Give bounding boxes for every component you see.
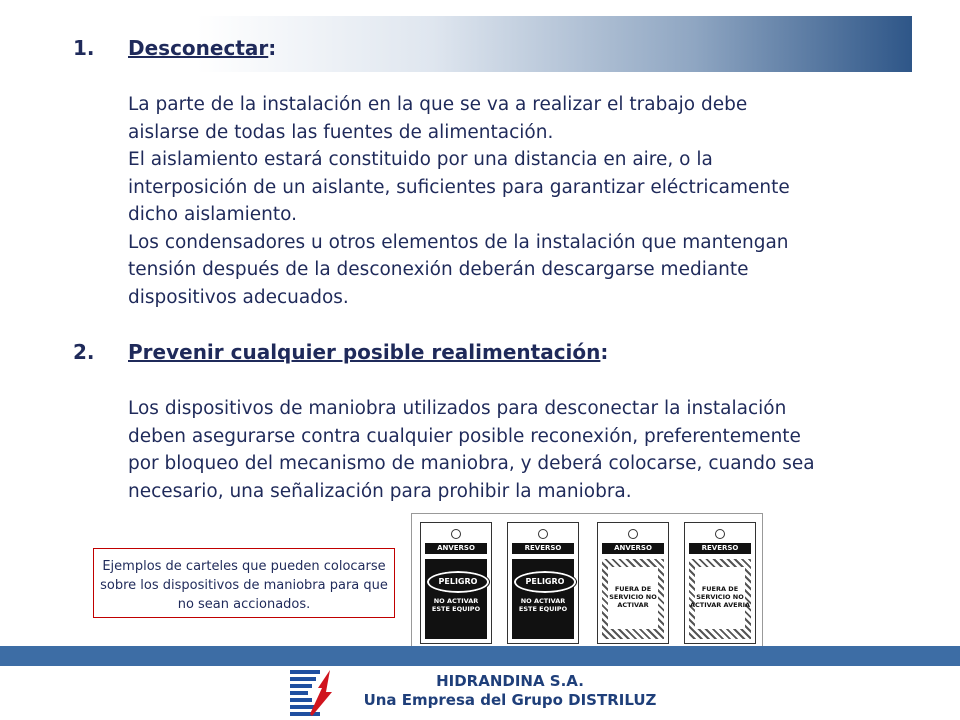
tag-hole-icon <box>451 529 461 539</box>
body-line: El aislamiento estará constituido por una distancia en aire, o la <box>128 149 713 170</box>
body-line: deben asegurarse contra cualquier posible reconexión, preferentemente <box>128 425 801 447</box>
section-1-number: 1. <box>73 36 95 60</box>
warning-tag <box>597 522 669 644</box>
body-line: Los dispositivos de maniobra utilizados para desconectar la instalación <box>128 398 787 419</box>
body-line: por bloqueo del mecanismo de maniobra, y deberá colocarse, cuando sea <box>128 453 815 474</box>
body-line: La parte de la instalación en la que se va a realizar el trabajo debe <box>128 94 748 115</box>
warning-tags-image <box>411 513 763 653</box>
warning-tag <box>420 522 492 644</box>
body-line: dispositivos adecuados. <box>128 286 349 308</box>
section-2-body <box>128 395 922 505</box>
footer-company <box>345 672 675 710</box>
tag-hole-icon <box>628 529 638 539</box>
tag-sign: PELIGRO <box>427 571 489 593</box>
section-1-title: Desconectar: <box>128 36 277 60</box>
body-line: aislarse de todas las fuentes de alimentación. <box>128 121 554 143</box>
tag-side-label: REVERSO <box>512 543 574 554</box>
tag-side-label: REVERSO <box>689 543 751 554</box>
tag-hole-icon <box>538 529 548 539</box>
warning-tag <box>507 522 579 644</box>
tag-side-label: ANVERSO <box>602 543 664 554</box>
distriluz-logo-icon <box>288 666 340 718</box>
section-2-number: 2. <box>73 340 95 364</box>
company-name: HIDRANDINA S.A. <box>436 672 584 690</box>
tag-text: FUERA DE SERVICIO NO ACTIVAR <box>609 585 657 609</box>
tag-text: NO ACTIVAR ESTE EQUIPO <box>518 597 568 613</box>
body-line: interposición de un aislante, suficientes para garantizar eléctricamente <box>128 176 790 198</box>
body-line: dicho aislamiento. <box>128 204 297 225</box>
tag-sign: PELIGRO <box>514 571 576 593</box>
footer-bar <box>0 646 960 666</box>
body-line: necesario, una señalización para prohibir la maniobra. <box>128 480 632 502</box>
tag-side-label: ANVERSO <box>425 543 487 554</box>
tags-caption: Ejemplos de carteles que pueden colocarse sobre los dispositivos de maniobra para que no sean accionados. <box>93 548 395 618</box>
body-line: tensión después de la desconexión deberán descargarse mediante <box>128 259 749 280</box>
body-line: Los condensadores u otros elementos de la instalación que mantengan <box>128 231 789 253</box>
warning-tag <box>684 522 756 644</box>
tag-text: FUERA DE SERVICIO NO ACTIVAR AVERIA <box>689 585 751 609</box>
tag-text: NO ACTIVAR ESTE EQUIPO <box>431 597 481 613</box>
section-2-title: Prevenir cualquier posible realimentación: <box>128 340 609 364</box>
tag-hole-icon <box>715 529 725 539</box>
section-1-body <box>128 91 892 311</box>
company-group: Una Empresa del Grupo DISTRILUZ <box>363 691 657 709</box>
